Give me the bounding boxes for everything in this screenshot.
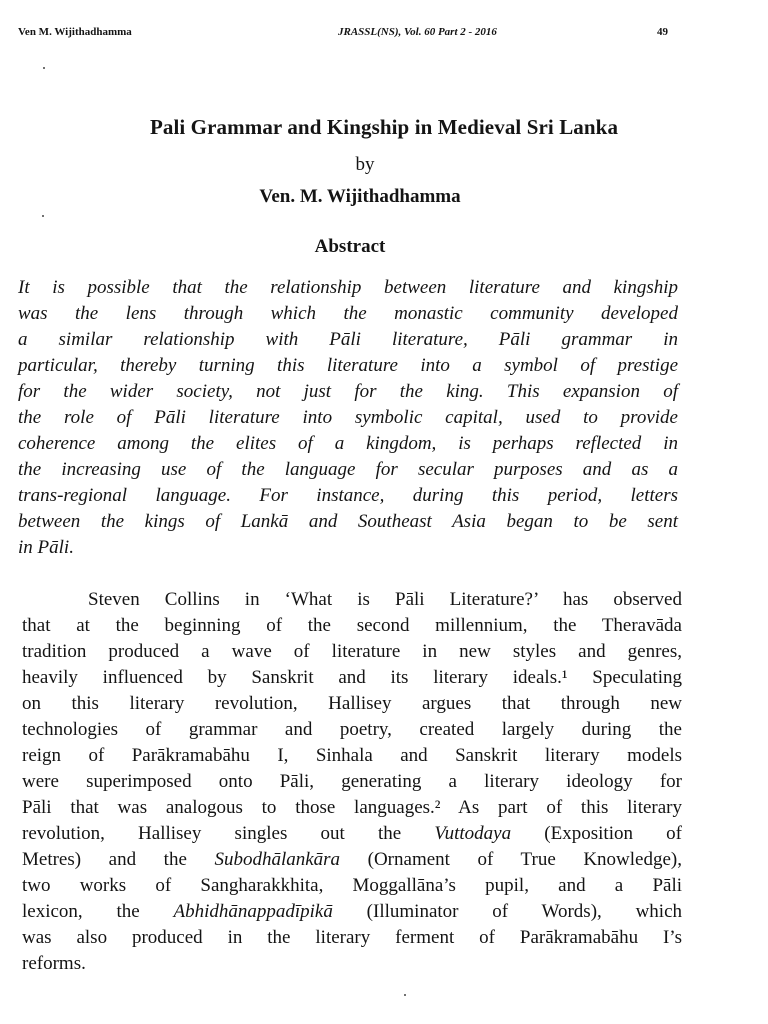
body-line: Steven Collins in ‘What is Pāli Literature?’ has observed [88, 589, 682, 610]
body-line: on this literary revolution, Hallisey argues that through new [22, 693, 682, 714]
body-line: reign of Parākramabāhu I, Sinhala and Sanskrit literary models [22, 745, 682, 766]
body-line: reforms. [22, 953, 86, 974]
body-line: two works of Sangharakkhita, Moggallāna’s pupil, and a Pāli [22, 875, 682, 896]
abstract-heading: Abstract [314, 236, 386, 257]
body-line: Pāli that was analogous to those languages.² As part of this literary [22, 797, 682, 818]
body-line: Metres) and the Subodhālankāra (Ornament of True Knowledge), [22, 849, 682, 870]
byline-by: by [355, 154, 375, 175]
scan-speck [43, 67, 45, 69]
abstract-line: particular, thereby turning this literature into a symbol of prestige [18, 355, 678, 376]
body-line: were superimposed onto Pāli, generating a literary ideology for [22, 771, 682, 792]
running-head-journal: JRASSL(NS), Vol. 60 Part 2 - 2016 [338, 26, 497, 38]
article-title: Pali Grammar and Kingship in Medieval Sri Lanka [149, 115, 619, 139]
abstract-line: coherence among the elites of a kingdom, is perhaps reflected in [18, 433, 678, 454]
page-number: 49 [657, 26, 668, 38]
abstract-line: trans-regional language. For instance, during this period, letters [18, 485, 678, 506]
abstract-line: for the wider society, not just for the king. This expansion of [18, 381, 678, 402]
body-line: tradition produced a wave of literature in new styles and genres, [22, 641, 682, 662]
abstract-line: in Pāli. [18, 537, 74, 558]
abstract-line: the increasing use of the language for secular purposes and as a [18, 459, 678, 480]
article-author: Ven. M. Wijithadhamma [259, 186, 461, 207]
body-paragraph [22, 587, 682, 977]
scan-speck [404, 994, 406, 996]
abstract-line: It is possible that the relationship between literature and kingship [18, 277, 678, 298]
body-line: revolution, Hallisey singles out the Vuttodaya (Exposition of [22, 823, 682, 844]
abstract-line: the role of Pāli literature into symbolic capital, used to provide [18, 407, 678, 428]
body-line: was also produced in the literary ferment of Parākramabāhu I’s [22, 927, 682, 948]
running-head-author: Ven M. Wijithadhamma [18, 26, 132, 38]
scan-speck [42, 215, 44, 217]
abstract-line: a similar relationship with Pāli literature, Pāli grammar in [18, 329, 678, 350]
body-line: lexicon, the Abhidhānappadīpikā (Illuminator of Words), which [22, 901, 682, 922]
abstract-line: between the kings of Lankā and Southeast Asia began to be sent [18, 511, 678, 532]
running-head [0, 26, 768, 44]
abstract-text [18, 275, 678, 561]
abstract-line: was the lens through which the monastic community developed [18, 303, 678, 324]
body-line: that at the beginning of the second millennium, the Theravāda [22, 615, 682, 636]
body-line: heavily influenced by Sanskrit and its literary ideals.¹ Speculating [22, 667, 682, 688]
body-line: technologies of grammar and poetry, created largely during the [22, 719, 682, 740]
